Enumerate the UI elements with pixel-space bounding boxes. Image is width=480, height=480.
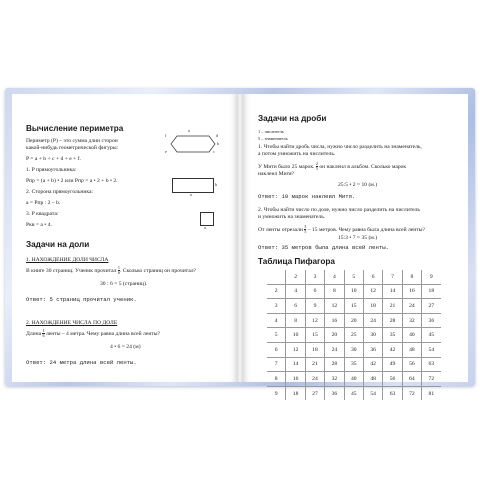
table-cell: 45 <box>422 328 441 343</box>
table-cell: 6 <box>305 284 324 299</box>
table-row <box>267 328 441 343</box>
task1-answer: Ответ: 5 страниц прочитал ученик. <box>26 296 137 303</box>
table-cell: 32 <box>402 313 421 328</box>
table-cell: 24 <box>363 313 382 328</box>
table-cell: 15 <box>305 328 324 343</box>
table-cell: 63 <box>383 386 402 400</box>
table-header-cell: 2 <box>286 270 305 284</box>
table-cell: 24 <box>325 342 344 357</box>
table-cell: 16 <box>325 313 344 328</box>
hexagon-label-b: b <box>217 141 219 146</box>
table-row <box>267 342 441 357</box>
answer-2: Ответ: 35 метров была длина всей ленты. <box>258 244 389 251</box>
hexagon-figure <box>165 132 219 156</box>
numerator-note: 1 – числитель <box>258 129 284 134</box>
table-cell: 54 <box>363 386 382 400</box>
table-cell: 20 <box>344 313 363 328</box>
table-header-cell: 8 <box>402 270 421 284</box>
table-cell: 35 <box>344 357 363 372</box>
table-cell: 36 <box>422 313 441 328</box>
table-cell: 72 <box>422 372 441 387</box>
left-page <box>12 94 237 382</box>
table-row <box>267 299 441 314</box>
table-cell: 28 <box>383 313 402 328</box>
table-cell: 48 <box>402 342 421 357</box>
perimeter-formula-general: P = a + b + c + d + e + f. <box>26 156 81 162</box>
table-row <box>267 270 441 284</box>
table-cell: 42 <box>383 342 402 357</box>
task2-calculation: 4 • 6 = 24 (м) <box>110 344 141 350</box>
rectangle-figure <box>172 178 214 193</box>
table-header-cell: 5 <box>344 270 363 284</box>
table-cell: 36 <box>325 386 344 400</box>
table-cell: 30 <box>363 328 382 343</box>
hexagon-label-c: c <box>213 149 215 154</box>
rectangle-label-a: a <box>190 192 192 197</box>
perimeter-definition-line-1: Периметр (Р) – это сумма длин сторон <box>26 138 118 144</box>
square-perimeter-formula: Pкв = a • 4. <box>26 222 52 228</box>
table-cell: 36 <box>363 342 382 357</box>
task2-answer: Ответ: 24 метра длина всей ленты. <box>26 359 137 366</box>
table-cell: 42 <box>363 357 382 372</box>
rectangle-perimeter-formula: Pпр = (a + b) • 2 или Pпр = a • 2 + b • 2. <box>26 178 118 184</box>
table-cell: 24 <box>402 299 421 314</box>
pythagoras-table <box>267 270 441 400</box>
problem1-line-2: наклеил Митя? <box>258 171 295 177</box>
table-cell: 81 <box>422 386 441 400</box>
table-cell: 56 <box>402 357 421 372</box>
table-cell: 9 <box>305 299 324 314</box>
table-cell: 14 <box>383 284 402 299</box>
table-header-cell: 9 <box>422 270 441 284</box>
table-cell: 40 <box>344 372 363 387</box>
table-cell: 32 <box>325 372 344 387</box>
table-header-cell: 6 <box>267 342 286 357</box>
table-cell: 14 <box>286 357 305 372</box>
calculation-2: 15:3 • 7 = 35 (м.) <box>338 235 378 241</box>
problem2-fraction: $\frac{3}{5}$ <box>304 224 307 235</box>
table-header-cell: 3 <box>267 299 286 314</box>
table-cell: 6 <box>286 299 305 314</box>
problem1-text: У Мити было 25 марок. $\frac{2}{5}$ он наклеил в альбом. Сколько марок <box>258 161 407 172</box>
answer-1: Ответ: 10 марок наклеил Митя. <box>258 193 356 200</box>
table-cell: 48 <box>363 372 382 387</box>
task2-heading: 2. НАХОЖДЕНИЕ ЧИСЛА ПО ДОЛЕ <box>26 320 118 326</box>
table-cell: 18 <box>422 284 441 299</box>
table-cell: 16 <box>402 284 421 299</box>
table-cell: 12 <box>363 284 382 299</box>
table-header-cell: 3 <box>305 270 324 284</box>
pythagoras-title: Таблица Пифагора <box>258 257 335 266</box>
table-cell: 8 <box>286 313 305 328</box>
hexagon-label-d: d <box>216 133 218 138</box>
square-label-a: a <box>204 225 206 230</box>
table-cell: 72 <box>402 386 421 400</box>
table-cell: 10 <box>286 328 305 343</box>
table-cell: 24 <box>305 372 324 387</box>
table-header-cell: 7 <box>383 270 402 284</box>
rectangle-perimeter-item: 1. Р прямоугольника: <box>26 167 77 173</box>
task1-calculation: 30 : 6 = 5 (страниц). <box>100 281 148 287</box>
table-cell: 40 <box>402 328 421 343</box>
task2-fraction: $\frac{1}{6}$ <box>42 328 45 339</box>
rule2-line-1: 2. Чтобы найти число по доле, нужно число разделить на числитель <box>258 207 420 213</box>
table-cell: 25 <box>344 328 363 343</box>
table-cell: 18 <box>286 386 305 400</box>
rectangle-label-b: b <box>215 182 217 187</box>
table-cell: 20 <box>325 328 344 343</box>
perimeter-title: Вычисление периметра <box>26 124 124 133</box>
perimeter-definition-line-2: какой-нибудь геометрической фигуры: <box>26 145 119 151</box>
table-cell: 54 <box>422 342 441 357</box>
denominator-note: 5 – знаменатель <box>258 136 288 141</box>
table-cell: 12 <box>325 299 344 314</box>
table-cell: 12 <box>286 342 305 357</box>
table-header-cell <box>267 270 286 284</box>
table-header-cell: 5 <box>267 328 286 343</box>
table-cell: 49 <box>383 357 402 372</box>
rule1-line-2: а потом умножить на числитель. <box>258 151 336 157</box>
table-cell: 30 <box>344 342 363 357</box>
table-cell: 10 <box>344 284 363 299</box>
table-cell: 64 <box>402 372 421 387</box>
task1-text: В книге 30 страниц. Ученик прочитал $\frac{1}{6}$ . Сколько страниц он прочитал? <box>26 265 197 276</box>
table-row <box>267 386 441 400</box>
table-cell: 28 <box>325 357 344 372</box>
table-header-cell: 6 <box>363 270 382 284</box>
table-cell: 21 <box>383 299 402 314</box>
task1-heading: 1. НАХОЖДЕНИЕ ДОЛИ ЧИСЛА <box>26 257 109 263</box>
table-cell: 27 <box>305 386 324 400</box>
task2-text: Длина $\frac{1}{6}$ ленты – 4 метра. Чему равна длина всей ленты? <box>26 328 160 339</box>
right-page <box>243 94 468 397</box>
table-cell: 16 <box>286 372 305 387</box>
square-perimeter-item: 3. Р квадрата: <box>26 211 59 217</box>
table-cell: 4 <box>286 284 305 299</box>
table-header-cell: 7 <box>267 357 286 372</box>
rule2-line-2: и умножить на знаменатель. <box>258 214 326 220</box>
table-header-cell: 8 <box>267 372 286 387</box>
table-cell: 21 <box>305 357 324 372</box>
table-cell: 18 <box>305 342 324 357</box>
parts-title: Задачи на доли <box>26 240 90 249</box>
table-row <box>267 284 441 299</box>
problem2-text: От ленты отрезали $\frac{3}{5}$ – 15 метров. Чему равна была длина всей ленты? <box>258 224 425 235</box>
table-cell: 18 <box>363 299 382 314</box>
table-row <box>267 357 441 372</box>
table-header-cell: 4 <box>267 313 286 328</box>
table-cell: 35 <box>383 328 402 343</box>
fractions-title: Задачи на дроби <box>258 114 327 123</box>
table-row <box>267 372 441 387</box>
task1-fraction: $\frac{1}{6}$ <box>117 265 120 276</box>
table-cell: 8 <box>325 284 344 299</box>
table-cell: 56 <box>383 372 402 387</box>
hexagon-label-f: f <box>165 133 167 138</box>
table-cell: 15 <box>344 299 363 314</box>
table-header-cell: 9 <box>267 386 286 400</box>
rectangle-side-item: 2. Сторона прямоугольника: <box>26 189 94 195</box>
rectangle-side-formula: a = Pпр : 2 – b. <box>26 200 61 206</box>
calculation-1: 25:5 • 2 = 10 (м.) <box>338 182 378 188</box>
table-cell: 63 <box>422 357 441 372</box>
hexagon-label-e: e <box>165 149 167 154</box>
table-row <box>267 313 441 328</box>
table-cell: 45 <box>344 386 363 400</box>
table-cell: 12 <box>305 313 324 328</box>
problem1-fraction: $\frac{2}{5}$ <box>315 161 318 172</box>
square-figure <box>200 212 214 226</box>
table-header-cell: 4 <box>325 270 344 284</box>
hexagon-label-a: a <box>188 128 190 133</box>
table-cell: 27 <box>422 299 441 314</box>
table-header-cell: 2 <box>267 284 286 299</box>
rule1-line-1: 1. Чтобы найти дробь числа, нужно число разделить на знаменатель, <box>258 144 422 150</box>
